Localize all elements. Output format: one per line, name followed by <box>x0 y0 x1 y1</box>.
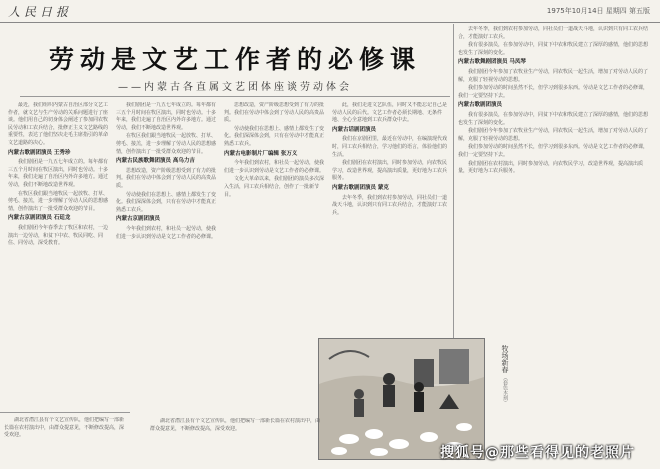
paragraph: 去年冬季，我们到农村参加劳动，同社员们一道战天斗地，认识到只有同工农兵结合，才能演好工农兵。 <box>332 194 447 216</box>
section-byline: 内蒙古歌剧团演员 蒙克 <box>332 184 389 191</box>
paragraph: 最近，我们组织内蒙古自治区部分文艺工作者，就文艺与生产劳动的关系问题进行了座谈。他们用自己的切身体会阐述了参加同农牧民劳动和工农兵结合，批修正主义文艺路线的重要性，表达了他们坚决走毛主席指引的革命文艺道路的决心。 <box>8 102 109 146</box>
headline-rule <box>20 96 450 97</box>
paragraph: 我们剧团在农村演出，同时参加劳动，向农牧民学习，改造世界观，提高演出质量，更好地为工农兵服务。 <box>332 160 447 182</box>
section-byline: 内蒙古歌剧团演员 王秀珍 <box>8 149 71 156</box>
paragraph: 我们剧团在农村演出，同时参加劳动，向农牧民学习，改造世界观，提高演出质量，更好地为工农兵服务。 <box>458 160 644 175</box>
caption-title: 牧场新春 <box>501 345 509 373</box>
paragraph: 今年我们到农村，和社员一起劳动，使我们进一步认识到劳动是文艺工作者的必修课。 <box>224 160 325 174</box>
section-byline: 内蒙古歌舞剧团演员 马凤琴 <box>458 59 526 66</box>
page-header <box>0 0 660 23</box>
paragraph: 湖北省潜江县有个文艺宣传队，他们把编写一部新长篇在农村演出中，由群众提意见，不断修改提高，深受欢迎。 <box>4 417 124 439</box>
text-column-3 <box>224 102 327 334</box>
paragraph: 我们参加劳动的时间虽然不长，但学习到很多东西。劳动是文艺工作者的必修课，我们一定要坚持下去。 <box>458 85 649 99</box>
paragraph: 我们剧团今年参加了农牧业生产劳动，同农牧民一起生活，增加了对劳动人民的了解，克服了轻视劳动的思想。 <box>458 68 649 83</box>
section-byline: 内蒙古歌剧团演员 <box>458 102 503 109</box>
paragraph: 劳动使我们在思想上、感情上都发生了变化。我们深深体会到，只有在劳动中才能真正熟悉工农兵。 <box>224 125 325 147</box>
paragraph: 今年我们到农村，和社员一起劳动，使我们进一步认识到劳动是文艺工作者的必修课。 <box>116 225 217 240</box>
section-byline: 内蒙古话剧团演员 <box>332 126 377 133</box>
paragraph: 我们剧团是一九五七年成立的。每年都有三五个月时间在牧区演出，同时也劳动。十多年来，我们走遍了自治区内外许多地方。通过劳动，我们不断地改造世界观。 <box>116 102 217 131</box>
paragraph: 劳动使我们在思想上、感情上都发生了变化。我们深深体会到，只有在劳动中才能真正熟悉工农兵。 <box>116 191 217 213</box>
paragraph: 我有很多演员，在参加劳动中，同贫下中农和牧民建立了深厚的感情，他们的思想也发生了深刻的变化。 <box>458 42 649 56</box>
paragraph: 我们剧团今年参加了农牧业生产劳动，同农牧民一起生活，增加了对劳动人民的了解，克服了轻视劳动的思想。 <box>458 128 649 142</box>
bottom-news-box <box>0 412 130 469</box>
paragraph: 在牧区我们跟当地牧民一起放牧、打草、剪毛、接羔，进一步理解了劳动人民的思想感情，创作演出了一批受群众欢迎的节目。 <box>116 133 217 155</box>
section-byline: 内蒙古民族歌舞团演员 高乌力吉 <box>116 158 195 165</box>
paragraph: 去年冬季，我们到农村参加劳动，同社员们一道战天斗地，认识到只有同工农兵结合，才能演好工农兵。 <box>458 26 649 40</box>
article-subheadline: ——内蒙古各直属文艺团体座谈劳动体会 <box>118 82 352 93</box>
newspaper-masthead: 人民日报 <box>8 5 73 19</box>
watermark: 搜狐号@那些看得见的老照片 <box>440 445 635 461</box>
bottom-text <box>4 417 124 467</box>
paragraph: 我们参加劳动的时间虽然不长，但学习到很多东西。劳动是文艺工作者的必修课，我们一定要坚持下去。 <box>458 144 649 158</box>
paragraph: 湖北省潜江县有个文艺宣传队，他们把编写一部新长篇在农村演出中，由群众提意见，不断修改提高，深受欢迎。 <box>150 418 320 432</box>
paragraph: 我们剧团是一九五七年成立的。每年都有三五个月时间在牧区演出，同时也劳动。十多年来，我们走遍了自治区内外许多地方。通过劳动，我们不断地改造世界观。 <box>8 159 109 188</box>
caption-note: （套色木刻） <box>502 375 508 406</box>
article-headline: 劳动是文艺工作者的必修课 <box>48 45 421 74</box>
dateline: 1975年10月14日 星期四 第五版 <box>546 7 650 15</box>
paragraph: 我们在京剧团里，最近在劳动中，在编演现代戏时，同工农兵相结合，学习他们的语言，体验他们的生活。 <box>332 136 447 158</box>
paragraph: 此，我们走进文艺队伍，同时又不能忘记自己是劳动人民的后代。文艺工作者必须长期地、无条件地、全心全意地到工农兵群众中去。 <box>332 102 447 124</box>
paragraph: 我们剧团今年春季去了牧区和农村，一边演出一边劳动，和贫下中农、牧民同吃、同住、同劳动，深受教育。 <box>8 224 109 247</box>
paragraph: 思想改造，资产阶级思想受到了有力的批判。我们在劳动中体会到了劳动人民的高贵品质。 <box>224 102 325 124</box>
section-byline: 内蒙古京剧团演员 <box>116 216 161 223</box>
text-column-4 <box>332 102 447 334</box>
section-byline: 内蒙古电影制片厂编辑 张万义 <box>224 150 298 157</box>
text-column-2 <box>116 102 219 442</box>
illustration-caption <box>487 345 509 405</box>
paragraph: 文化大革命以来，我们剧团的演员多次深入生活，同工农兵相结合，创作了一批新节目。 <box>224 176 325 198</box>
text-column-1 <box>8 102 111 410</box>
paragraph: 思想改造，资产阶级思想受到了有力的批判。我们在劳动中体会到了劳动人民的高贵品质。 <box>116 167 217 189</box>
paragraph: 在牧区我们跟当地牧民一起放牧、打草、剪毛、接羔，进一步理解了劳动人民的思想感情，创作演出了一批受群众欢迎的节目。 <box>8 190 109 212</box>
paragraph: 我有很多演员，在参加劳动中，同贫下中农和牧民建立了深厚的感情，他们的思想也发生了深刻的变化。 <box>458 111 649 126</box>
section-byline: 内蒙古京剧团演员 石廷龙 <box>8 215 71 222</box>
bottom-text-2 <box>150 418 320 466</box>
